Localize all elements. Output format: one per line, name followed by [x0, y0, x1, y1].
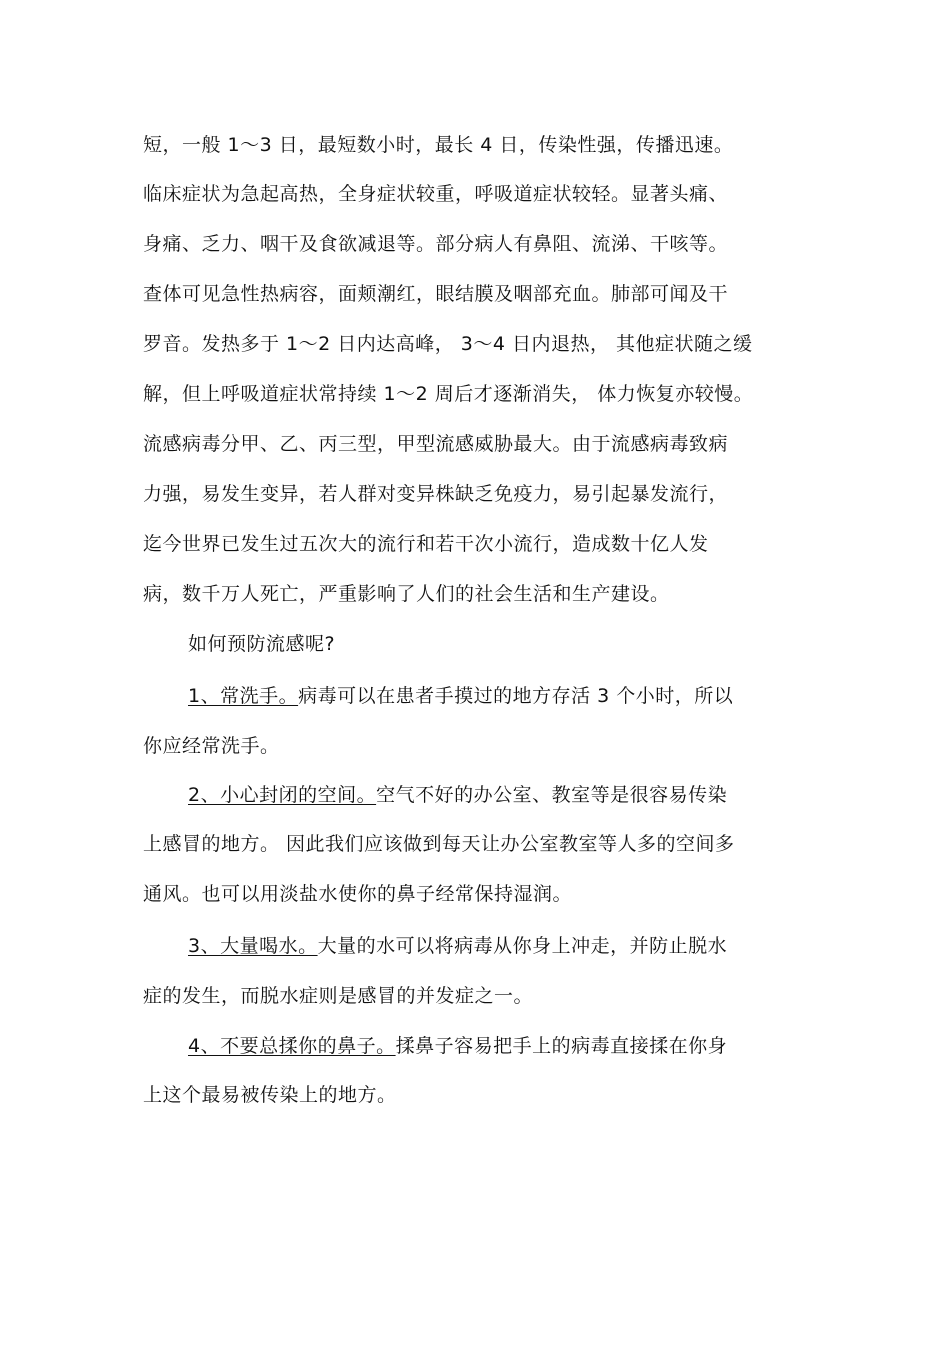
tip-1-continuation: 你应经常洗手。 [143, 735, 280, 757]
tip-4-continuation: 上这个最易被传染上的地方。 [143, 1084, 397, 1106]
body-line: 力强，易发生变异，若人群对变异株缺乏免疫力，易引起暴发流行， [143, 483, 729, 505]
tip-4-text: 揉鼻子容易把手上的病毒直接揉在你身 [395, 1035, 728, 1057]
tip-3-text: 大量的水可以将病毒从你身上冲走，并防止脱水 [317, 935, 728, 957]
body-line: 罗音。发热多于 1～2 日内达高峰， 3～4 日内退热， 其他症状随之缓 [143, 333, 753, 355]
body-line: 流感病毒分甲、乙、丙三型，甲型流感威胁最大。由于流感病毒致病 [143, 433, 729, 455]
tip-4-heading: 4、不要总揉你的鼻子。 [188, 1035, 396, 1057]
tip-2-continuation: 上感冒的地方。 因此我们应该做到每天让办公室教室等人多的空间多 [143, 833, 735, 855]
tip-3-heading: 3、大量喝水。 [188, 935, 318, 957]
tip-3-line [188, 934, 727, 958]
tip-2-heading: 2、小心封闭的空间。 [188, 784, 377, 806]
tip-1-text: 病毒可以在患者手摸过的地方存活 3 个小时，所以 [298, 685, 734, 707]
body-line: 查体可见急性热病容，面颊潮红，眼结膜及咽部充血。肺部可闻及干 [143, 283, 729, 305]
question-line: 如何预防流感呢? [188, 633, 336, 655]
body-line: 短，一般 1～3 日，最短数小时，最长 4 日，传染性强，传播迅速。 [143, 134, 734, 156]
body-line: 迄今世界已发生过五次大的流行和若干次小流行，造成数十亿人发 [143, 533, 709, 555]
tip-2-continuation: 通风。也可以用淡盐水使你的鼻子经常保持湿润。 [143, 883, 573, 905]
tip-1-line [188, 684, 733, 708]
tip-2-text: 空气不好的办公室、教室等是很容易传染 [376, 784, 728, 806]
body-line: 病，数千万人死亡，严重影响了人们的社会生活和生产建设。 [143, 583, 670, 605]
tip-2-line [188, 783, 727, 807]
body-line: 身痛、乏力、咽干及食欲减退等。部分病人有鼻阻、流涕、干咳等。 [143, 233, 729, 255]
tip-4-line [188, 1034, 727, 1058]
tip-1-heading: 1、常洗手。 [188, 685, 299, 707]
body-line: 临床症状为急起高热，全身症状较重，呼吸道症状较轻。显著头痛、 [143, 183, 729, 205]
body-line: 解，但上呼吸道症状常持续 1～2 周后才逐渐消失， 体力恢复亦较慢。 [143, 383, 754, 405]
tip-3-continuation: 症的发生，而脱水症则是感冒的并发症之一。 [143, 985, 534, 1007]
